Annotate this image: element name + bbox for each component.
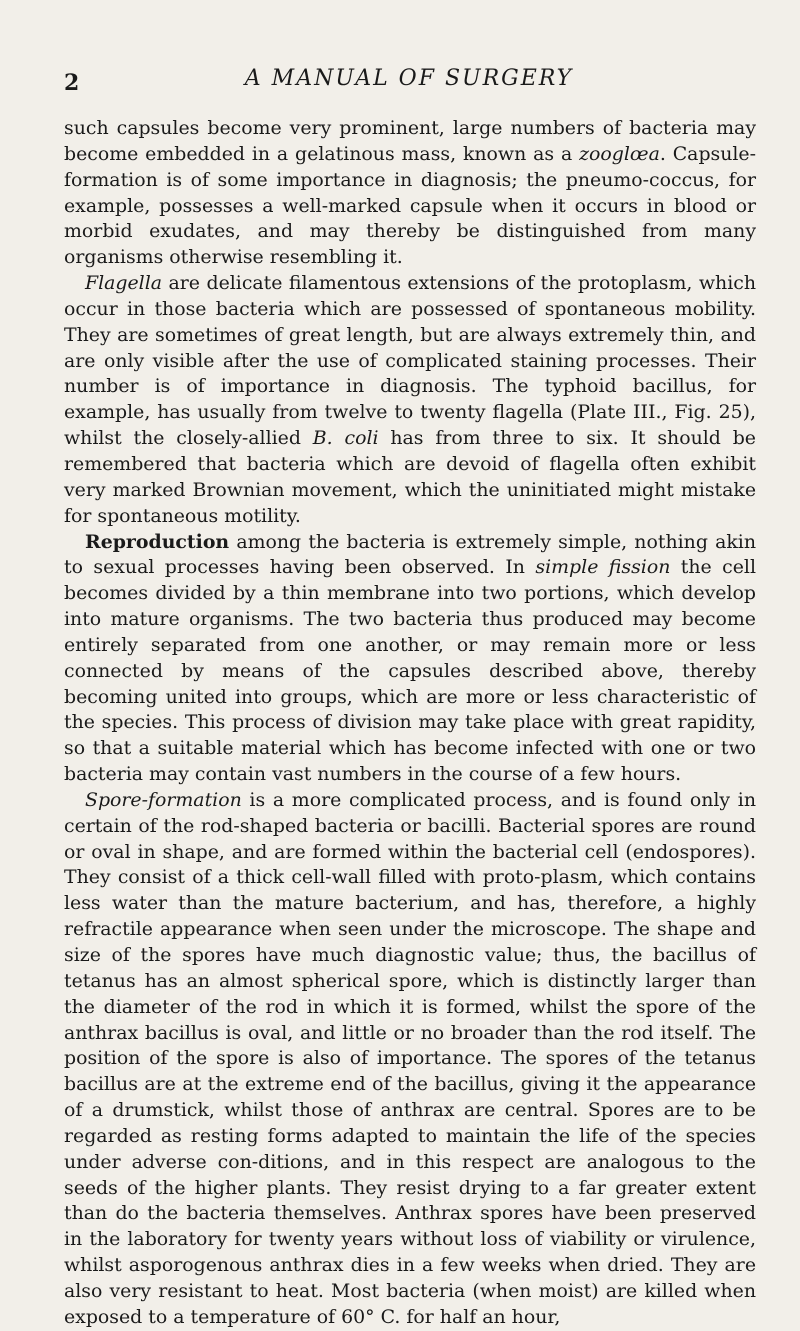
paragraph-flagella [64,271,756,529]
body-text [64,116,756,1331]
text-run: the cell becomes divided by a thin membrane into two portions, which develop into mature organisms. The two bacteria thus produced may become entirely separated from one another, or may remain more or less connected by means of the capsules described above, thereby becoming united into groups, which are more or less characteristic of the species. This process of division may take place with great rapidity, so that a suitable material which has become infected with one or two bacteria may contain vast numbers in the course of a few hours. [64,556,756,786]
page-header [64,66,754,96]
text-run: such capsules become very prominent, large numbers of bacteria may become embedded in a gelatinous mass, known as a [64,117,756,165]
page-number: 2 [64,70,80,96]
paragraph-reproduction [64,530,756,788]
section-term-spore-formation: Spore-formation [85,788,242,811]
text-run: has from three to six. It should be remembered that bacteria which are devoid of flagella often exhibit very marked Brownian movement, which the uninitiated might mistake for spontaneous motility. [64,427,756,527]
text-run: among the bacteria is extremely simple, nothing akin to sexual processes having been observed. In [64,530,756,579]
text-run: . Capsule-formation is of some importance in diagnosis; the pneumo-coccus, for example, possesses a well-marked capsule when it occurs in blood or morbid exudates, and may thereby be distinguished from many organisms otherwise resembling it. [64,142,756,269]
paragraph-capsules [64,116,756,271]
text-run: is a more complicated process, and is found only in certain of the rod-shaped bacteria or bacilli. Bacterial spores are round or oval in shape, and are formed within the bacterial cell (endospores). They consist of a thick cell-wall filled with proto-plasm, which contains less water than the mature bacterium, and has, therefore, a highly refractile appearance when seen under the microscope. The shape and size of the spores have much diagnostic value; thus, the bacillus of tetanus has an almost spherical spore, which is distinctly larger than the diameter of the rod in which it is formed, whilst the spore of the anthrax bacillus is oval, and little or no broader than the rod itself. The position of the spore is also of importance. The spores of the tetanus bacillus are at the extreme end of the bacillus, giving it the appearance of a drumstick, whilst those of anthrax are central. Spores are to be regarded as resting forms adapted to maintain the life of the species under adverse con-ditions, and in this respect are analogous to the seeds of the higher plants. They resist drying to a far greater extent than do the bacteria themselves. Anthrax spores have been preserved in the laboratory for twenty years without loss of viability or virulence, whilst asporogenous anthrax dies in a few weeks when dried. They are also very resistant to heat. Most bacteria (when moist) are killed when exposed to a temperature of 60° C. for half an hour, [64,788,756,1328]
italic-term: B. coli [312,427,379,450]
italic-term: simple fission [535,556,671,579]
running-title: A MANUAL OF SURGERY [244,66,574,91]
italic-term: zooglœa [579,142,660,165]
text-run: are delicate filamentous extensions of the protoplasm, which occur in those bacteria which are possessed of spontaneous mobility. They are sometimes of great length, but are always extremely thin, and are only visible after the use of complicated staining processes. Their number is of importance in diagnosis. The typhoid bacillus, for example, has usually from twelve to twenty flagella (Plate III., Fig. 25), whilst the closely-allied [64,272,756,450]
section-term-flagella: Flagella [85,272,163,295]
section-heading-reproduction: Reproduction [85,530,230,553]
paragraph-spore-formation [64,788,756,1331]
